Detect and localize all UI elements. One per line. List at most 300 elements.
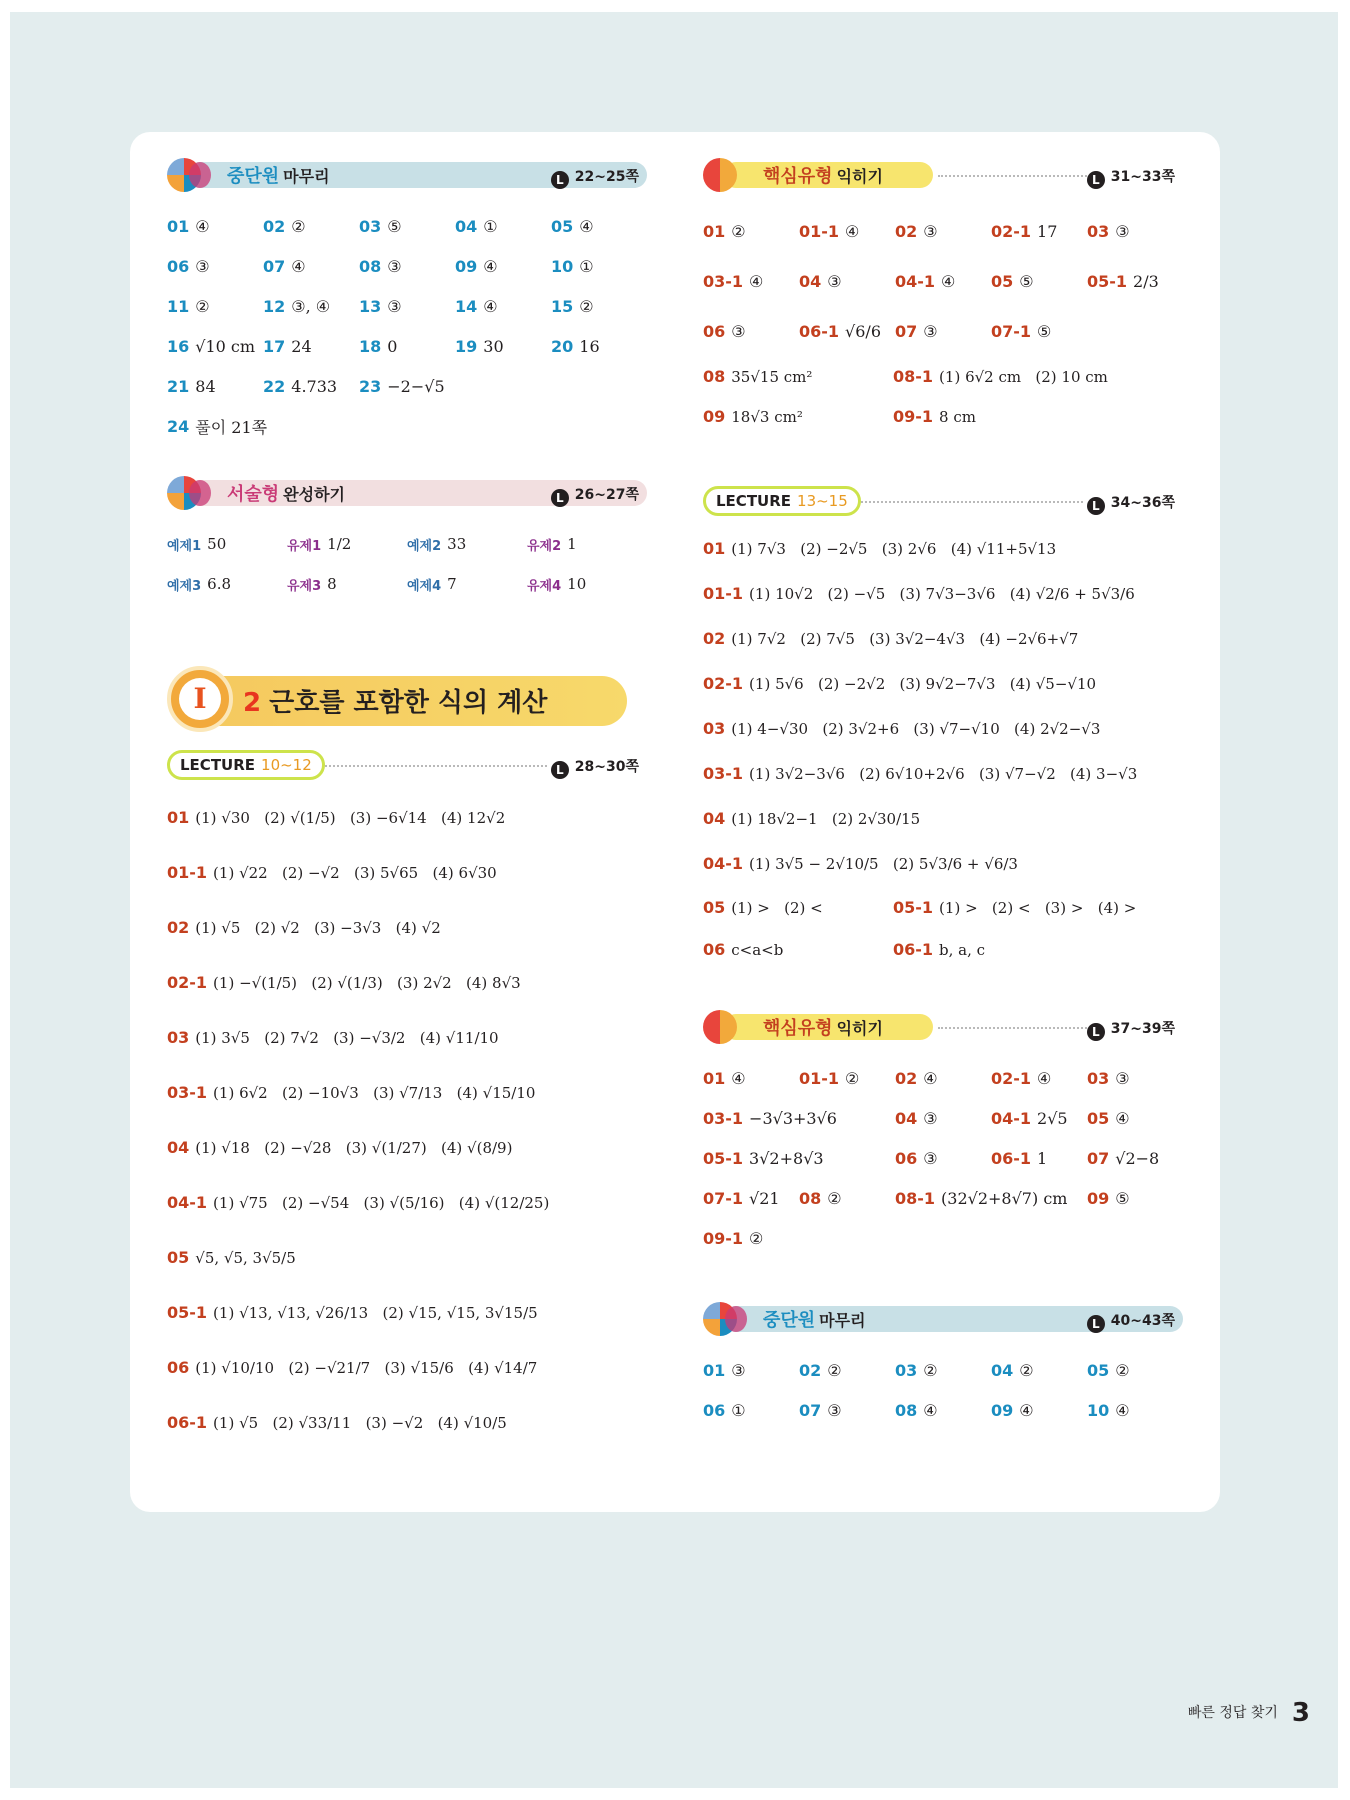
item-number: 05 bbox=[1087, 1108, 1110, 1128]
answer-item bbox=[799, 1138, 895, 1178]
answer-item bbox=[359, 366, 455, 406]
item-number: 05-1 bbox=[893, 897, 934, 917]
section-header-review-2 bbox=[703, 1302, 1183, 1336]
item-answer: −2−√5 bbox=[387, 376, 445, 396]
lecture-range: 13~15 bbox=[797, 492, 848, 510]
item-answer: ⑤ bbox=[1019, 271, 1034, 291]
item-number: 01-1 bbox=[167, 863, 208, 882]
item-answer: ④ bbox=[579, 216, 594, 236]
answer-item bbox=[455, 326, 551, 366]
item-answer: (1) 3√2−3√6 (2) 6√10+2√6 (3) √7−√2 (4) 3−√3 bbox=[749, 764, 1138, 783]
answer-item bbox=[167, 286, 263, 326]
item-answer: ② bbox=[1019, 1360, 1034, 1380]
answer-rows-lecture-10-12 bbox=[167, 790, 647, 1450]
item-answer: ④ bbox=[845, 221, 860, 241]
section-header-essay bbox=[167, 476, 647, 510]
answer-row bbox=[703, 526, 1183, 571]
item-answer: ① bbox=[731, 1400, 746, 1420]
answer-item bbox=[551, 246, 647, 286]
answer-item bbox=[551, 286, 647, 326]
item-number: 06-1 bbox=[167, 1413, 208, 1432]
chapter-number: 2 bbox=[243, 688, 262, 718]
item-number: 02-1 bbox=[991, 221, 1032, 241]
item-answer: (1) √10/10 (2) −√21/7 (3) √15/6 (4) √14/7 bbox=[195, 1358, 538, 1377]
page-ref: L 26~27쪽 bbox=[547, 482, 647, 509]
item-answer: ③ bbox=[1115, 1068, 1130, 1088]
answer-item bbox=[895, 1178, 1068, 1218]
item-answer: ③ bbox=[731, 1360, 746, 1380]
answer-item bbox=[167, 326, 263, 366]
answer-item bbox=[359, 246, 455, 286]
answer-item bbox=[799, 1350, 895, 1390]
item-answer: √5, √5, 3√5/5 bbox=[195, 1248, 296, 1267]
item-number: 02 bbox=[263, 216, 286, 236]
answer-item bbox=[287, 524, 407, 564]
item-answer: (1) 3√5 − 2√10/5 (2) 5√3/6 + √6/3 bbox=[749, 854, 1018, 873]
item-number: 01 bbox=[703, 1360, 726, 1380]
answer-row bbox=[703, 706, 1183, 751]
answer-item bbox=[1087, 206, 1183, 256]
item-answer: ④ bbox=[1115, 1400, 1130, 1420]
item-answer: (1) 6√2 (2) −10√3 (3) √7/13 (4) √15/10 bbox=[213, 1083, 536, 1102]
item-answer: c<a<b bbox=[731, 940, 784, 959]
item-answer: (32√2+8√7) cm bbox=[941, 1188, 1068, 1208]
item-number: 05 bbox=[167, 1248, 190, 1267]
item-number: 05 bbox=[551, 216, 574, 236]
item-answer: 84 bbox=[195, 376, 216, 396]
page-background bbox=[10, 12, 1338, 1788]
answer-row bbox=[167, 1175, 647, 1230]
section-subtitle: 익히기 bbox=[836, 1019, 883, 1038]
answer-pairs-core-1 bbox=[703, 356, 1183, 436]
item-number: 예제1 bbox=[167, 538, 202, 554]
item-answer: ② bbox=[731, 221, 746, 241]
section-title: 핵심유형 bbox=[763, 1018, 833, 1039]
answer-item bbox=[167, 406, 268, 446]
item-number: 01-1 bbox=[799, 221, 840, 241]
answer-item bbox=[895, 206, 991, 256]
item-answer: 35√15 cm² bbox=[731, 367, 813, 386]
item-number: 02-1 bbox=[167, 973, 208, 992]
item-answer: 7 bbox=[447, 575, 457, 593]
item-answer: ④ bbox=[483, 256, 498, 276]
answer-row bbox=[703, 796, 1183, 841]
page-ref: L 31~33쪽 bbox=[1083, 164, 1183, 191]
item-answer: 0 bbox=[387, 336, 398, 356]
answer-item bbox=[527, 564, 647, 604]
item-number: 04 bbox=[991, 1360, 1014, 1380]
item-number: 06 bbox=[167, 256, 190, 276]
item-number: 06-1 bbox=[799, 321, 840, 341]
item-answer: 3√2+8√3 bbox=[749, 1148, 824, 1168]
answer-item bbox=[1087, 1178, 1183, 1218]
item-answer: ③ bbox=[387, 256, 402, 276]
answer-row bbox=[167, 1340, 647, 1395]
item-answer: ④ bbox=[923, 1400, 938, 1420]
answer-item bbox=[359, 206, 455, 246]
answer-row bbox=[703, 616, 1183, 661]
item-number: 03-1 bbox=[703, 764, 744, 783]
item-answer: ① bbox=[579, 256, 594, 276]
answer-item bbox=[703, 1178, 799, 1218]
item-number: 06 bbox=[895, 1148, 918, 1168]
item-answer: ② bbox=[827, 1360, 842, 1380]
item-answer: 33 bbox=[447, 535, 467, 553]
answer-item bbox=[991, 1350, 1087, 1390]
item-number: 07 bbox=[1087, 1148, 1110, 1168]
item-number: 유제3 bbox=[287, 578, 322, 594]
item-answer: 30 bbox=[483, 336, 504, 356]
section-header-core-2 bbox=[703, 1010, 1183, 1044]
item-number: 05 bbox=[1087, 1360, 1110, 1380]
answer-item bbox=[455, 366, 551, 406]
item-number: 05-1 bbox=[1087, 271, 1128, 291]
answer-row bbox=[703, 571, 1183, 616]
item-answer: √2−8 bbox=[1115, 1148, 1160, 1168]
answer-grid-core-1 bbox=[703, 206, 1183, 356]
item-number: 예제4 bbox=[407, 578, 442, 594]
answer-item bbox=[703, 1138, 824, 1178]
item-answer: ① bbox=[483, 216, 498, 236]
item-answer: ② bbox=[195, 296, 210, 316]
chapter-title: 근호를 포함한 식의 계산 bbox=[269, 688, 548, 718]
answer-item bbox=[263, 326, 359, 366]
item-number: 04 bbox=[799, 271, 822, 291]
item-answer: ③ bbox=[923, 1108, 938, 1128]
answer-item bbox=[263, 286, 359, 326]
item-number: 17 bbox=[263, 336, 286, 356]
section-header-core-1 bbox=[703, 158, 1183, 192]
item-answer: ② bbox=[923, 1360, 938, 1380]
item-number: 07-1 bbox=[991, 321, 1032, 341]
answer-row bbox=[703, 886, 1183, 928]
left-column bbox=[167, 158, 647, 1450]
item-number: 01-1 bbox=[703, 584, 744, 603]
item-answer: ④ bbox=[1037, 1068, 1052, 1088]
item-answer: (1) 7√3 (2) −2√5 (3) 2√6 (4) √11+5√13 bbox=[731, 539, 1057, 558]
answer-item bbox=[799, 1098, 895, 1138]
answer-grid-essay bbox=[167, 524, 647, 604]
answer-item bbox=[895, 1058, 991, 1098]
chapter-roman: I bbox=[179, 678, 221, 720]
page-ref: L 28~30쪽 bbox=[547, 754, 647, 781]
answer-item bbox=[895, 1098, 991, 1138]
section-title: 핵심유형 bbox=[763, 166, 833, 187]
answer-item bbox=[359, 326, 455, 366]
item-number: 12 bbox=[263, 296, 286, 316]
section-subtitle: 마무리 bbox=[819, 1311, 866, 1330]
item-answer: 2√5 bbox=[1037, 1108, 1068, 1128]
answer-row bbox=[167, 1230, 647, 1285]
section-title: 중단원 bbox=[227, 166, 280, 187]
answer-row bbox=[167, 1285, 647, 1340]
item-answer: (1) 10√2 (2) −√5 (3) 7√3−3√6 (4) √2/6 + 5√3/6 bbox=[749, 584, 1135, 603]
answer-row bbox=[703, 356, 1183, 396]
answer-item bbox=[703, 1218, 799, 1258]
lecture-l-icon: L bbox=[1087, 1023, 1105, 1041]
item-answer: ④ bbox=[749, 271, 764, 291]
answer-item bbox=[263, 246, 359, 286]
lecture-header-13-15 bbox=[703, 484, 1183, 518]
item-number: 05-1 bbox=[167, 1303, 208, 1322]
item-number: 06 bbox=[703, 939, 726, 959]
item-answer: ③ bbox=[923, 1148, 938, 1168]
item-answer: (1) √5 (2) √33/11 (3) −√2 (4) √10/5 bbox=[213, 1413, 507, 1432]
item-number: 03 bbox=[359, 216, 382, 236]
lecture-label: LECTURE bbox=[716, 492, 792, 510]
answer-item bbox=[799, 1390, 895, 1430]
answer-item bbox=[263, 366, 359, 406]
item-number: 02 bbox=[799, 1360, 822, 1380]
item-number: 07 bbox=[895, 321, 918, 341]
answer-item bbox=[1087, 1058, 1183, 1098]
answer-item bbox=[263, 206, 359, 246]
item-answer: 풀이 21쪽 bbox=[195, 417, 268, 437]
answer-item bbox=[455, 246, 551, 286]
item-answer: ② bbox=[291, 216, 306, 236]
answer-item bbox=[703, 1098, 837, 1138]
item-number: 09 bbox=[703, 406, 726, 426]
item-answer: 16 bbox=[579, 336, 600, 356]
answer-row bbox=[703, 396, 1183, 436]
answer-item bbox=[1087, 1138, 1183, 1178]
answer-item bbox=[895, 1350, 991, 1390]
item-number: 06-1 bbox=[893, 939, 934, 959]
item-answer: ② bbox=[749, 1228, 764, 1248]
answer-item bbox=[991, 206, 1087, 256]
item-answer: 1/2 bbox=[327, 535, 352, 553]
item-number: 08 bbox=[799, 1188, 822, 1208]
section-subtitle: 익히기 bbox=[836, 167, 883, 186]
answer-item bbox=[991, 1390, 1087, 1430]
item-answer: ④ bbox=[941, 271, 956, 291]
item-number: 04-1 bbox=[167, 1193, 208, 1212]
lecture-range: 10~12 bbox=[261, 756, 312, 774]
footer-label: 빠른 정답 찾기 bbox=[1187, 1705, 1278, 1721]
answer-item bbox=[407, 524, 527, 564]
item-number: 02 bbox=[895, 221, 918, 241]
item-answer: 8 bbox=[327, 575, 337, 593]
item-number: 21 bbox=[167, 376, 190, 396]
item-number: 유제2 bbox=[527, 538, 562, 554]
answer-item bbox=[703, 1058, 799, 1098]
answer-item bbox=[799, 306, 895, 356]
item-number: 07-1 bbox=[703, 1188, 744, 1208]
item-number: 09 bbox=[1087, 1188, 1110, 1208]
item-number: 16 bbox=[167, 336, 190, 356]
item-number: 20 bbox=[551, 336, 574, 356]
item-number: 04-1 bbox=[703, 854, 744, 873]
item-number: 예제2 bbox=[407, 538, 442, 554]
item-number: 06 bbox=[703, 321, 726, 341]
answer-item bbox=[991, 306, 1087, 356]
answer-item bbox=[287, 564, 407, 604]
item-number: 08 bbox=[703, 366, 726, 386]
item-answer: ② bbox=[1115, 1360, 1130, 1380]
item-number: 09 bbox=[455, 256, 478, 276]
item-number: 08-1 bbox=[895, 1188, 936, 1208]
item-number: 04-1 bbox=[991, 1108, 1032, 1128]
item-answer: (1) √13, √13, √26/13 (2) √15, √15, 3√15/5 bbox=[213, 1303, 538, 1322]
item-answer: ② bbox=[579, 296, 594, 316]
answer-item bbox=[991, 1058, 1087, 1098]
item-number: 08-1 bbox=[893, 366, 934, 386]
item-number: 06 bbox=[703, 1400, 726, 1420]
item-answer: √10 cm bbox=[195, 336, 256, 356]
section-subtitle: 완성하기 bbox=[283, 485, 345, 504]
answer-item bbox=[703, 256, 799, 306]
item-number: 18 bbox=[359, 336, 382, 356]
footer bbox=[1188, 1698, 1310, 1728]
item-number: 04 bbox=[895, 1108, 918, 1128]
item-number: 05-1 bbox=[703, 1148, 744, 1168]
answer-item bbox=[551, 366, 647, 406]
item-answer: 18√3 cm² bbox=[731, 407, 803, 426]
answer-item bbox=[167, 206, 263, 246]
answer-item bbox=[703, 1350, 799, 1390]
item-number: 03 bbox=[895, 1360, 918, 1380]
section-title: 서술형 bbox=[227, 484, 280, 505]
lecture-l-icon: L bbox=[551, 171, 569, 189]
answer-rows-lecture-13-15 bbox=[703, 526, 1183, 886]
item-number: 03-1 bbox=[703, 271, 744, 291]
item-answer: ② bbox=[827, 1188, 842, 1208]
item-answer: ④ bbox=[291, 256, 306, 276]
section-logo-icon bbox=[703, 158, 737, 192]
item-answer: (1) > (2) < (3) > (4) > bbox=[939, 898, 1137, 917]
answer-item bbox=[799, 1058, 895, 1098]
answer-item bbox=[455, 206, 551, 246]
item-answer: (1) 5√6 (2) −2√2 (3) 9√2−7√3 (4) √5−√10 bbox=[749, 674, 1097, 693]
item-number: 06 bbox=[167, 1358, 190, 1377]
item-answer: (1) 3√5 (2) 7√2 (3) −√3/2 (4) √11/10 bbox=[195, 1028, 499, 1047]
item-number: 08 bbox=[895, 1400, 918, 1420]
item-answer: √21 bbox=[749, 1188, 780, 1208]
item-number: 07 bbox=[799, 1400, 822, 1420]
item-number: 04 bbox=[703, 809, 726, 828]
answer-item bbox=[703, 206, 799, 256]
answer-grid-review-2 bbox=[703, 1350, 1183, 1430]
item-answer: ③ bbox=[731, 321, 746, 341]
section-subtitle: 마무리 bbox=[283, 167, 330, 186]
answer-item bbox=[799, 1178, 895, 1218]
item-answer: ③ bbox=[195, 256, 210, 276]
item-answer: ⑤ bbox=[1115, 1188, 1130, 1208]
item-number: 01 bbox=[167, 216, 190, 236]
answer-item bbox=[167, 564, 287, 604]
lecture-l-icon: L bbox=[1087, 1315, 1105, 1333]
section-header-review-1 bbox=[167, 158, 647, 192]
item-answer: ③ bbox=[387, 296, 402, 316]
item-number: 09 bbox=[991, 1400, 1014, 1420]
item-number: 03 bbox=[703, 719, 726, 738]
right-column bbox=[703, 158, 1183, 1430]
item-number: 03-1 bbox=[167, 1083, 208, 1102]
item-answer: ④ bbox=[483, 296, 498, 316]
item-answer: (1) √75 (2) −√54 (3) √(5/16) (4) √(12/25) bbox=[213, 1193, 550, 1212]
item-answer: 1 bbox=[1037, 1148, 1048, 1168]
page-ref: L 40~43쪽 bbox=[1083, 1308, 1183, 1335]
lecture-l-icon: L bbox=[1087, 497, 1105, 515]
item-number: 19 bbox=[455, 336, 478, 356]
answer-row bbox=[167, 955, 647, 1010]
item-answer: 24 bbox=[291, 336, 312, 356]
item-number: 예제3 bbox=[167, 578, 202, 594]
item-answer: 1 bbox=[567, 535, 577, 553]
item-answer: ③, ④ bbox=[291, 296, 331, 316]
item-number: 13 bbox=[359, 296, 382, 316]
answer-pairs-lecture-13-15 bbox=[703, 886, 1183, 970]
answer-item bbox=[1087, 1390, 1183, 1430]
item-answer: ④ bbox=[195, 216, 210, 236]
answer-grid-review-1 bbox=[167, 206, 647, 446]
item-answer: b, a, c bbox=[939, 940, 986, 959]
item-answer: ④ bbox=[923, 1068, 938, 1088]
answer-item bbox=[359, 286, 455, 326]
item-number: 02-1 bbox=[991, 1068, 1032, 1088]
item-number: 05 bbox=[991, 271, 1014, 291]
item-answer: (1) 4−√30 (2) 3√2+6 (3) √7−√10 (4) 2√2−√3 bbox=[731, 719, 1101, 738]
item-answer: 8 cm bbox=[939, 407, 976, 426]
answer-item bbox=[167, 366, 263, 406]
item-answer: ③ bbox=[923, 321, 938, 341]
item-number: 10 bbox=[1087, 1400, 1110, 1420]
page-ref: L 34~36쪽 bbox=[1083, 490, 1183, 517]
answer-card bbox=[130, 132, 1220, 1512]
item-answer: ② bbox=[845, 1068, 860, 1088]
answer-item bbox=[799, 256, 895, 306]
item-number: 유제1 bbox=[287, 538, 322, 554]
item-answer: ③ bbox=[923, 221, 938, 241]
item-answer: (1) 7√2 (2) 7√5 (3) 3√2−4√3 (4) −2√6+√7 bbox=[731, 629, 1079, 648]
item-answer: (1) −√(1/5) (2) √(1/3) (3) 2√2 (4) 8√3 bbox=[213, 973, 521, 992]
item-number: 09-1 bbox=[893, 406, 934, 426]
item-answer: (1) 18√2−1 (2) 2√30/15 bbox=[731, 809, 921, 828]
item-answer: ⑤ bbox=[387, 216, 402, 236]
answer-row bbox=[703, 751, 1183, 796]
item-answer: 17 bbox=[1037, 221, 1058, 241]
item-answer: √6/6 bbox=[845, 321, 881, 341]
item-number: 24 bbox=[167, 416, 190, 436]
lecture-label: LECTURE bbox=[180, 756, 256, 774]
item-answer: ④ bbox=[731, 1068, 746, 1088]
item-answer: ④ bbox=[1019, 1400, 1034, 1420]
item-answer: ④ bbox=[1115, 1108, 1130, 1128]
item-number: 01 bbox=[703, 1068, 726, 1088]
answer-item bbox=[527, 524, 647, 564]
answer-row bbox=[167, 1120, 647, 1175]
answer-item bbox=[703, 1390, 799, 1430]
item-answer: ⑤ bbox=[1037, 321, 1052, 341]
item-number: 10 bbox=[551, 256, 574, 276]
answer-item bbox=[455, 286, 551, 326]
item-number: 04-1 bbox=[895, 271, 936, 291]
item-answer: −3√3+3√6 bbox=[749, 1108, 837, 1128]
item-number: 01 bbox=[167, 808, 190, 827]
page-number: 3 bbox=[1291, 1698, 1310, 1728]
answer-item bbox=[703, 306, 799, 356]
answer-row bbox=[167, 1395, 647, 1450]
answer-item bbox=[407, 564, 527, 604]
answer-row bbox=[703, 928, 1183, 970]
item-number: 01 bbox=[703, 539, 726, 558]
page-ref: L 37~39쪽 bbox=[1083, 1016, 1183, 1043]
item-number: 02-1 bbox=[703, 674, 744, 693]
item-answer: ③ bbox=[827, 1400, 842, 1420]
answer-item bbox=[551, 206, 647, 246]
item-number: 02 bbox=[167, 918, 190, 937]
item-number: 유제4 bbox=[527, 578, 562, 594]
